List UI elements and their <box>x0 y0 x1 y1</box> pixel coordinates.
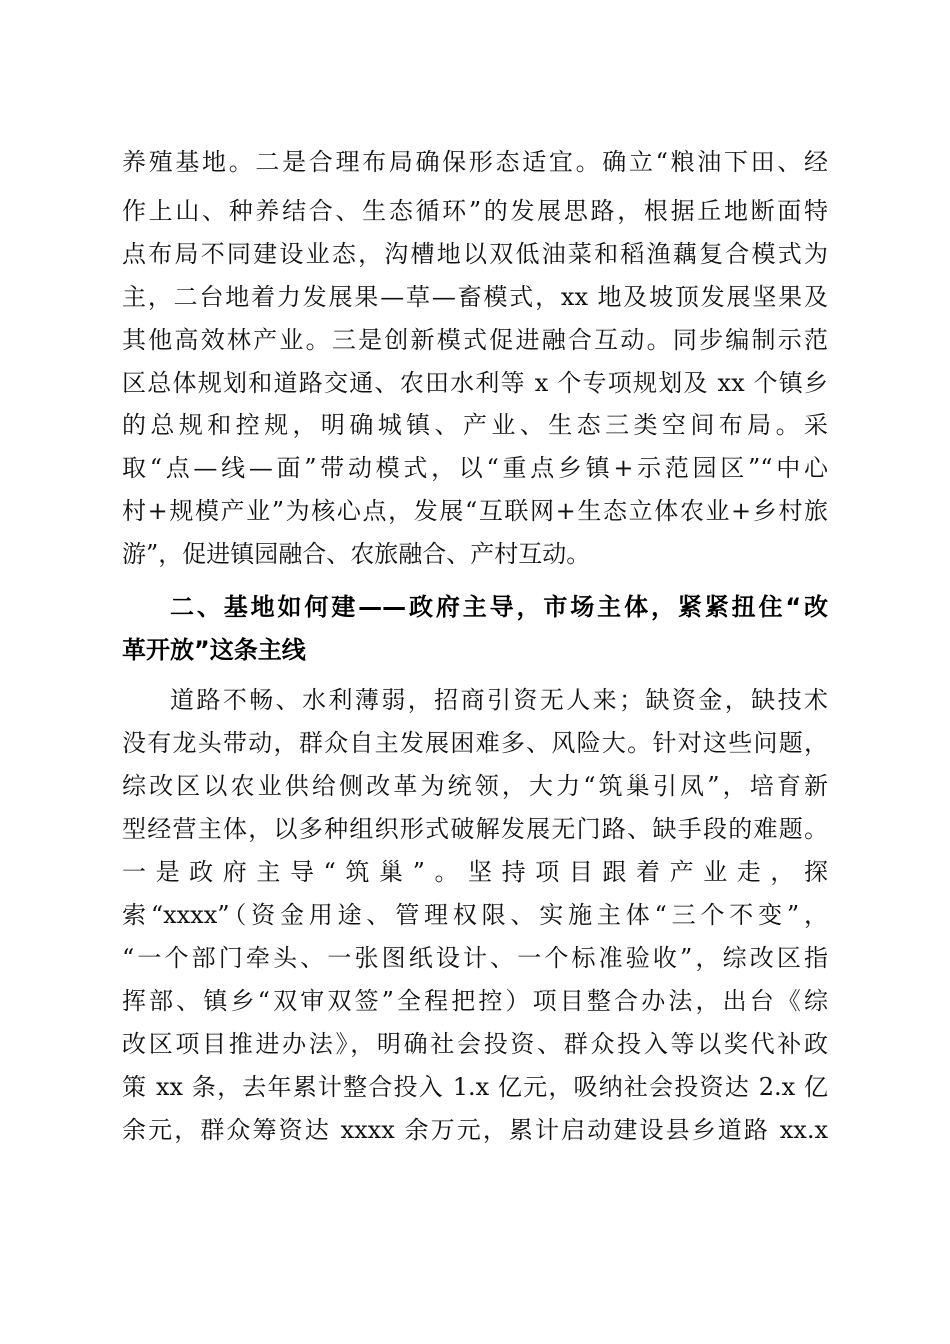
paragraph-1-line-7: 的总规和控规，明确城镇、产业、生态三类空间布局。采 <box>122 411 828 439</box>
paragraph-2-line-11: 余元，群众筹资达 xxxx 余万元，累计启动建设县乡道路 xx.x <box>122 1116 828 1144</box>
paragraph-1-line-5: 其他高效林产业。三是创新模式促进融合互动。同步编制示范 <box>122 326 828 354</box>
paragraph-2-line-10: 策 xx 条，去年累计整合投入 1.x 亿元，吸纳社会投资达 2.x 亿 <box>122 1073 828 1101</box>
paragraph-2-line-4: 型经营主体，以多种组织形式破解发展无门路、缺手段的难题。 <box>122 815 828 843</box>
paragraph-2-line-6: 索“xxxx”（资金用途、管理权限、实施主体“三个不变”， <box>122 901 828 929</box>
paragraph-2-line-8: 挥部、镇乡“双审双签”全程把控）项目整合办法，出台《综 <box>122 987 828 1015</box>
paragraph-1-line-3: 点布局不同建设业态，沟槽地以双低油菜和稻渔藕复合模式为 <box>122 240 828 268</box>
paragraph-2-line-2: 没有龙头带动，群众自主发展困难多、风险大。针对这些问题， <box>122 729 828 757</box>
section-heading-line-1: 二、基地如何建——政府主导，市场主体，紧紧扭住“改 <box>170 593 828 621</box>
section-heading-line-2: 革开放”这条主线 <box>122 636 306 664</box>
paragraph-2-line-5: 一是政府主导“筑巢”。坚持项目跟着产业走，探 <box>122 858 828 886</box>
paragraph-1-line-8: 取“点—线—面”带动模式，以“重点乡镇+示范园区”“中心 <box>122 454 828 482</box>
paragraph-1-line-6: 区总体规划和道路交通、农田水利等 x 个专项规划及 xx 个镇乡 <box>122 369 828 397</box>
paragraph-2-line-3: 综改区以农业供给侧改革为统领，大力“筑巢引凤”，培育新 <box>122 772 828 800</box>
paragraph-1-line-2: 作上山、种养结合、生态循环”的发展思路，根据丘地断面特 <box>122 197 828 225</box>
paragraph-2-line-7: “一个部门牵头、一张图纸设计、一个标准验收”，综改区指 <box>122 944 828 972</box>
paragraph-1-line-9: 村+规模产业”为核心点，发展“互联网+生态立体农业+乡村旅 <box>122 497 828 525</box>
paragraph-1-line-10: 游”，促进镇园融合、农旅融合、产村互动。 <box>122 540 591 568</box>
paragraph-2-line-1: 道路不畅、水利薄弱，招商引资无人来；缺资金，缺技术 <box>170 686 828 714</box>
paragraph-1-line-4: 主，二台地着力发展果—草—畜模式，xx 地及坡顶发展坚果及 <box>122 283 828 311</box>
paragraph-2-line-9: 改区项目推进办法》，明确社会投资、群众投入等以奖代补政 <box>122 1030 828 1058</box>
paragraph-1-line-1: 养殖基地。二是合理布局确保形态适宜。确立“粮油下田、经 <box>122 148 828 176</box>
